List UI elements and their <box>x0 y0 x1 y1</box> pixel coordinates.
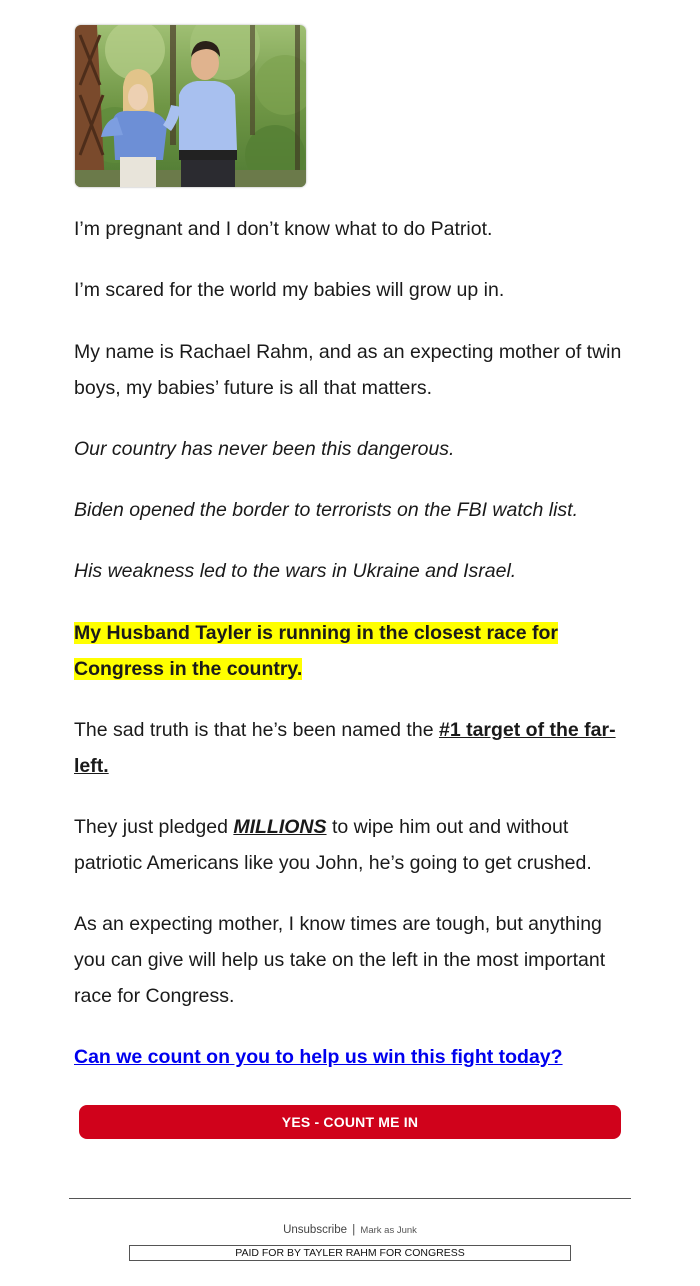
paragraph-border: Biden opened the border to terrorists on the FBI watch list. <box>74 499 579 521</box>
paragraph-intro: I’m pregnant and I don’t know what to do Patriot. <box>74 218 493 240</box>
millions-post: to wipe him out and without patriotic Americans like you John, he’s going to get crushed. <box>74 816 592 874</box>
paragraph-dangerous: Our country has never been this dangerous. <box>74 438 455 460</box>
couple-photo-illustration <box>75 25 306 187</box>
footer-separator: | <box>352 1224 356 1236</box>
paragraph-expecting: As an expecting mother, I know times are tough, but anything you can give will help us take on the left in the most important race for Congress. <box>74 913 606 1007</box>
paragraph-name: My name is Rachael Rahm, and as an expecting mother of twin boys, my babies’ future is all that matters. <box>74 341 622 399</box>
target-text: The sad truth is that he’s been named the <box>74 719 439 741</box>
millions-pre: They just pledged <box>74 816 234 838</box>
paragraph-millions <box>74 809 634 881</box>
paragraph-target <box>74 712 634 784</box>
count-me-in-button[interactable]: YES - COUNT ME IN <box>79 1105 621 1139</box>
footer-links <box>0 1224 700 1236</box>
mark-as-junk-link[interactable]: Mark as Junk <box>360 1225 417 1236</box>
paragraph-wars: His weakness led to the wars in Ukraine and Israel. <box>74 560 517 582</box>
highlighted-text: My Husband Tayler is running in the closest race for Congress in the country. <box>74 622 558 680</box>
cta-link[interactable]: Can we count on you to help us win this fight today? <box>74 1046 563 1068</box>
target-emphasis: #1 target of the far-left. <box>74 719 616 777</box>
paragraph-highlight <box>74 615 634 687</box>
cta-paragraph <box>74 1039 634 1075</box>
header-photo <box>75 25 306 187</box>
paid-for-disclaimer: PAID FOR BY TAYLER RAHM FOR CONGRESS <box>129 1245 571 1261</box>
footer-divider <box>69 1198 631 1199</box>
unsubscribe-link[interactable]: Unsubscribe <box>283 1224 347 1236</box>
paragraph-scared: I’m scared for the world my babies will grow up in. <box>74 279 505 301</box>
millions-emphasis: MILLIONS <box>233 816 327 838</box>
